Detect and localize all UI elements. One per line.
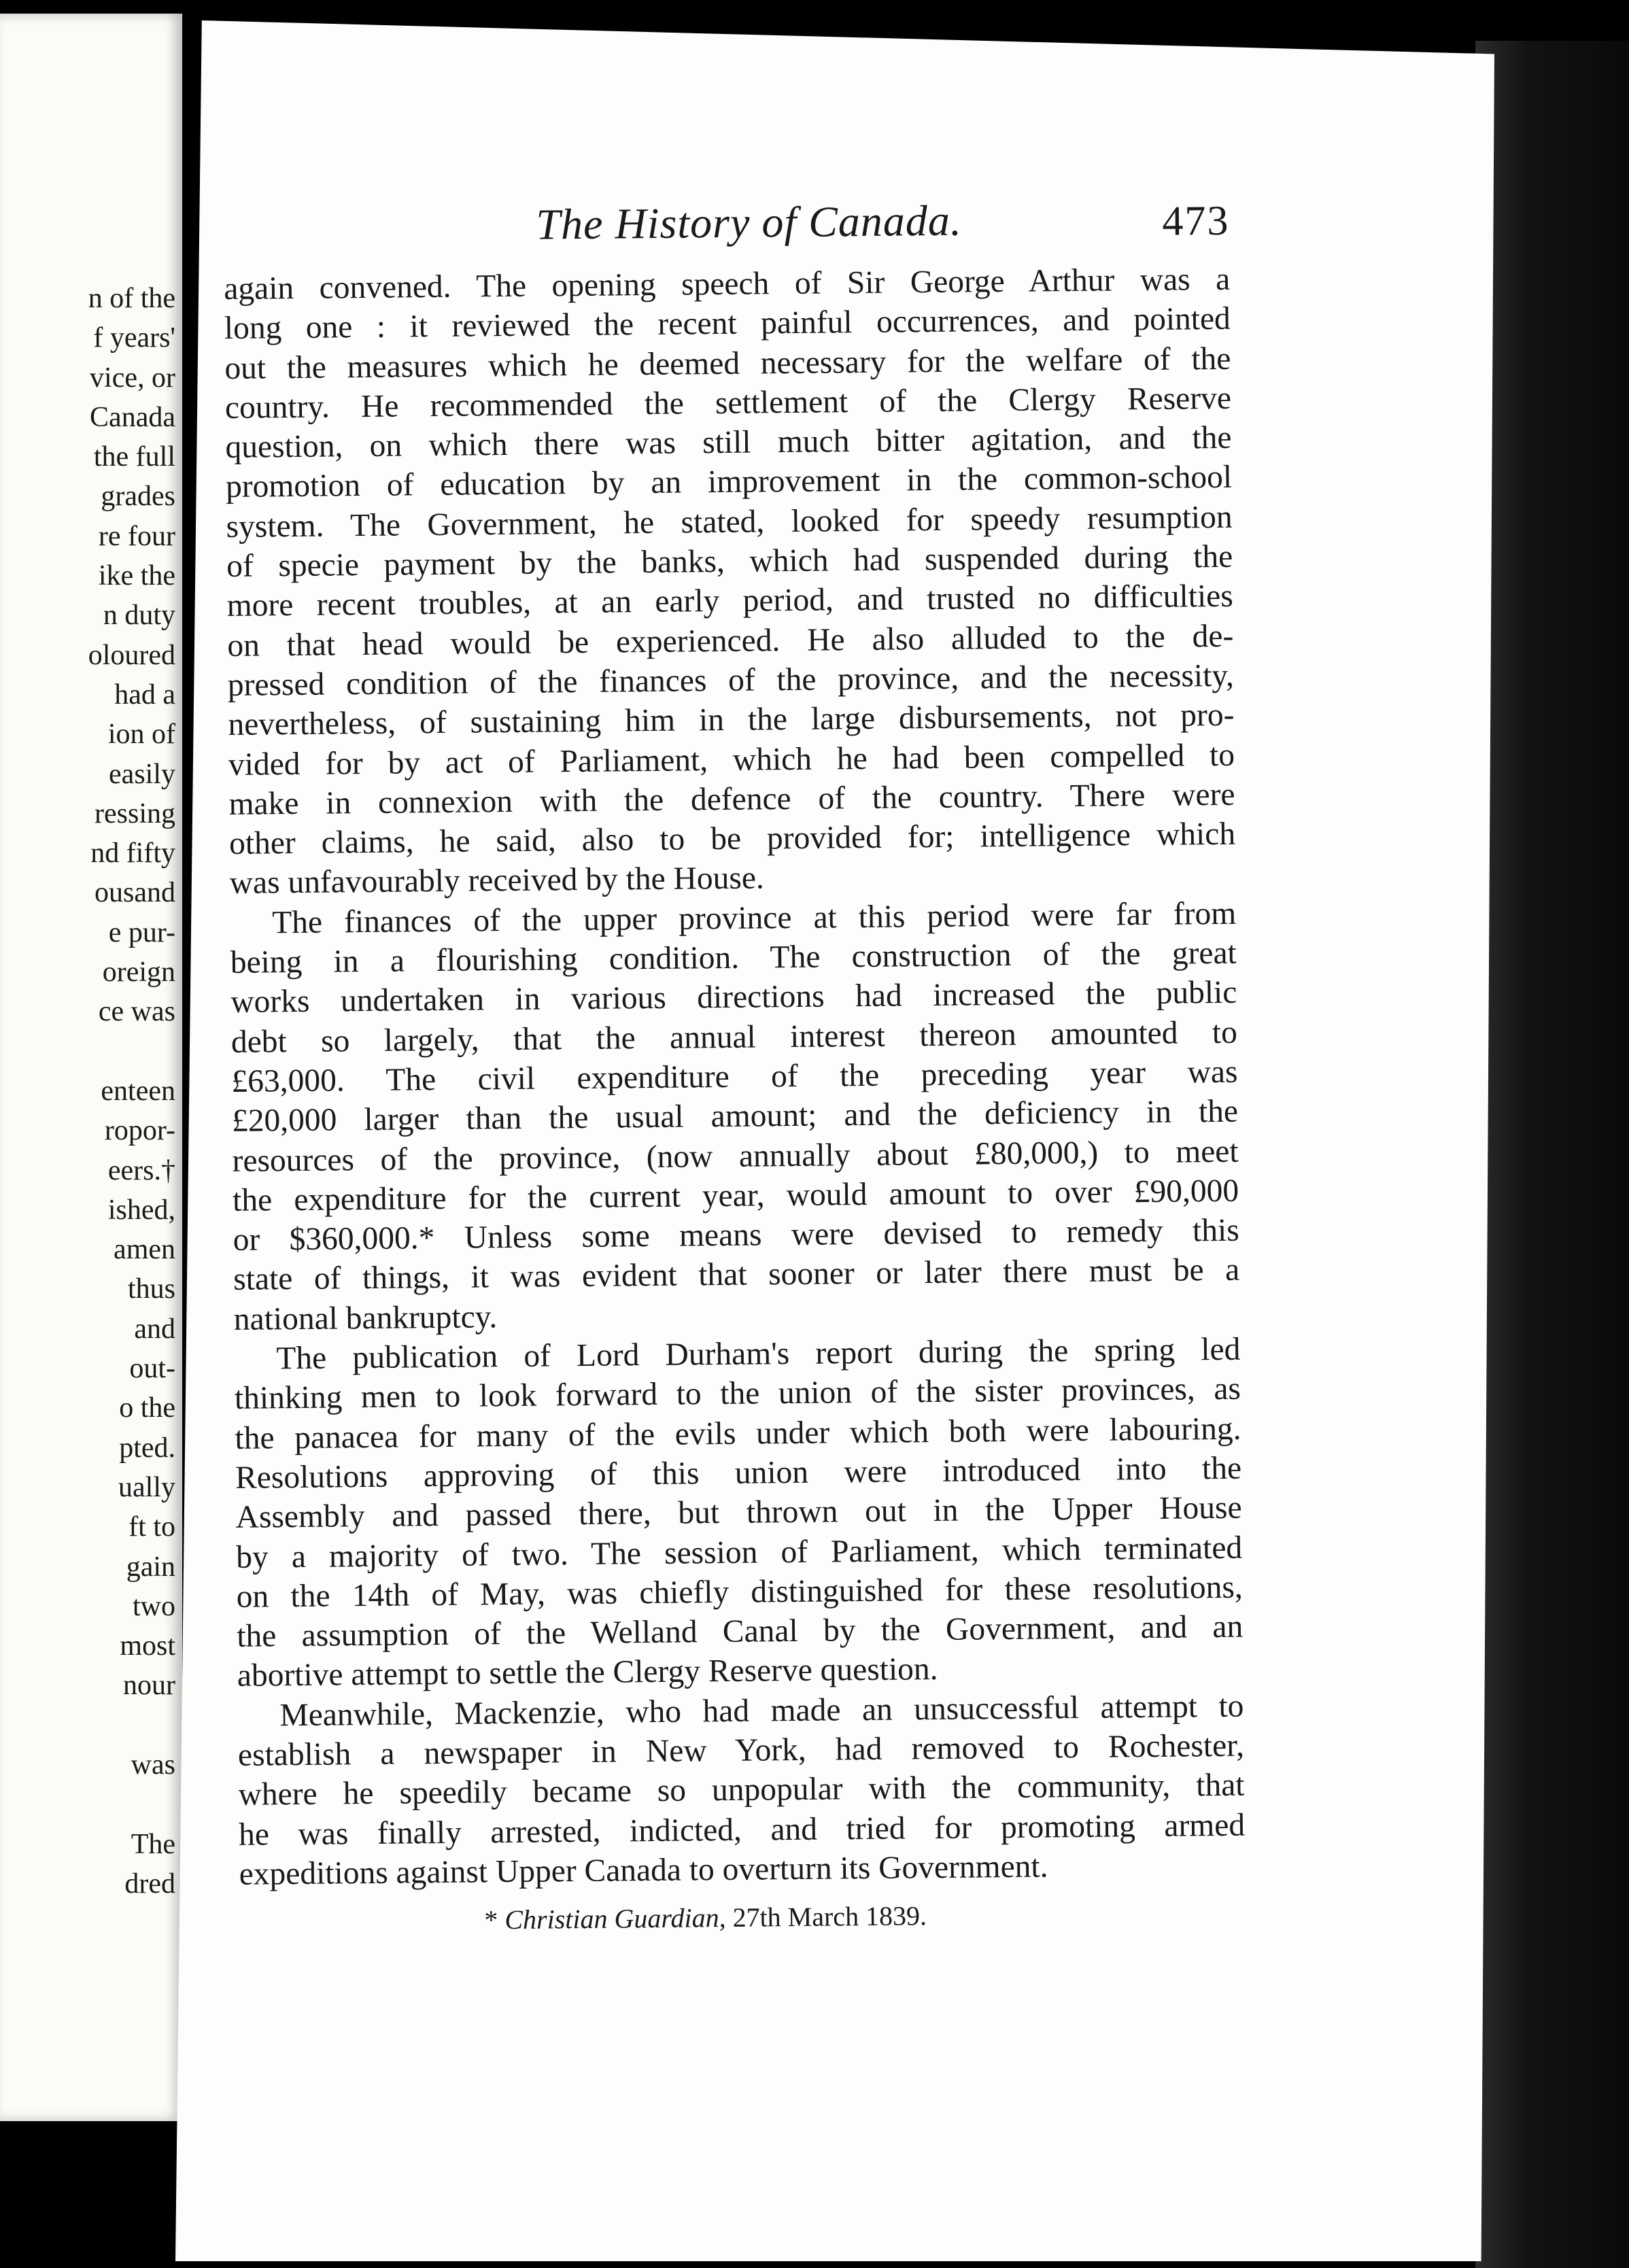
left-page-line: dred bbox=[124, 1868, 175, 1900]
footnote-source: Christian Guardian, bbox=[504, 1902, 726, 1936]
left-page-line: oreign bbox=[102, 957, 175, 989]
text-line: state of things, it was evident that sooner or later there must be a bbox=[233, 1252, 1240, 1298]
left-page-line: o the bbox=[119, 1392, 175, 1424]
page-content bbox=[223, 188, 1246, 1942]
left-page-line: ion of bbox=[107, 719, 175, 751]
left-page-line: eers.† bbox=[107, 1154, 175, 1186]
left-page-line: re four bbox=[98, 520, 175, 552]
left-page-line: nour bbox=[123, 1670, 175, 1702]
left-page-line: ished, bbox=[107, 1194, 175, 1226]
left-page-line: amen bbox=[114, 1234, 175, 1266]
left-page-line bbox=[88, 1706, 175, 1745]
left-page-line: the full bbox=[93, 441, 175, 473]
left-page-line: pted. bbox=[119, 1432, 175, 1464]
text-line: system. The Government, he stated, looked for speedy resumption bbox=[226, 499, 1233, 545]
text-line: The publication of Lord Durham's report during the spring led bbox=[276, 1331, 1241, 1377]
text-line: he was finally arrested, indicted, and tried for promoting armed bbox=[238, 1807, 1246, 1853]
left-page-line: oloured bbox=[88, 639, 175, 671]
left-page-line: n of the bbox=[88, 283, 175, 314]
text-line: resources of the province, (now annually about £80,000,) to meet bbox=[232, 1133, 1239, 1179]
left-page-line: had a bbox=[114, 678, 175, 710]
left-page-line: was bbox=[131, 1749, 175, 1781]
left-page-text bbox=[88, 279, 175, 1904]
left-page-fragment bbox=[0, 14, 182, 2121]
left-page-line bbox=[88, 1032, 175, 1071]
text-line: nevertheless, of sustaining him in the large disbursements, not pro- bbox=[228, 698, 1235, 743]
left-page-line: ft to bbox=[128, 1511, 175, 1543]
text-line: on the 14th of May, was chiefly distinguished for these resolutions, bbox=[236, 1569, 1243, 1615]
left-page-line: out- bbox=[129, 1353, 175, 1385]
running-head bbox=[223, 188, 1230, 265]
text-line: more recent troubles, at an early period, and trusted no difficulties bbox=[226, 579, 1233, 624]
text-line: thinking men to look forward to the union of the sister provinces, as bbox=[234, 1371, 1241, 1417]
text-line: being in a flourishing condition. The construction of the great bbox=[230, 935, 1237, 980]
text-line: make in connexion with the defence of the country. There were bbox=[228, 776, 1235, 822]
left-page-line: f years' bbox=[93, 322, 175, 354]
text-line: £63,000. The civil expenditure of the preceding year was bbox=[231, 1054, 1238, 1099]
left-page-line: n duty bbox=[103, 600, 175, 632]
left-page-line: ropor- bbox=[104, 1115, 175, 1147]
left-page-line: ressing bbox=[95, 797, 175, 829]
left-page-line: enteen bbox=[101, 1075, 175, 1107]
text-line: pressed condition of the finances of the province, and the necessity, bbox=[227, 657, 1235, 703]
left-page-line: e pur- bbox=[108, 916, 175, 948]
left-page-line: ike the bbox=[98, 560, 175, 592]
left-page-line: two bbox=[133, 1590, 175, 1622]
paragraph bbox=[230, 893, 1240, 1339]
left-page-line: thus bbox=[127, 1273, 175, 1305]
text-line: the expenditure for the current year, would amount to over £90,000 bbox=[232, 1173, 1239, 1218]
left-page-line: gain bbox=[126, 1551, 175, 1583]
text-line: vided for by act of Parliament, which he had been compelled to bbox=[228, 737, 1235, 783]
text-line: Meanwhile, Mackenzie, who had made an unsuccessful attempt to bbox=[279, 1688, 1244, 1733]
text-line: works undertaken in various directions had increased the public bbox=[230, 975, 1237, 1020]
text-line: debt so largely, that the annual interest thereon amounted to bbox=[230, 1014, 1238, 1060]
left-page-line: and bbox=[134, 1313, 175, 1345]
text-line: expeditions against Upper Canada to overturn its Government. bbox=[239, 1849, 1048, 1892]
body-text bbox=[224, 260, 1246, 1894]
text-line: on that head would be experienced. He also alluded to the de- bbox=[227, 618, 1234, 664]
text-line: Resolutions approving of this union were introduced into the bbox=[235, 1450, 1242, 1496]
left-page-line: most bbox=[120, 1630, 175, 1662]
text-line: the panacea for many of the evils under which both were labouring. bbox=[235, 1411, 1241, 1456]
paragraph bbox=[234, 1330, 1244, 1696]
left-page-line bbox=[88, 1785, 175, 1824]
left-page-line: ousand bbox=[95, 877, 175, 909]
text-line: question, on which there was still much bitter agitation, and the bbox=[225, 419, 1232, 466]
text-line: promotion of education by an improvement in the common-school bbox=[225, 460, 1233, 505]
paragraph bbox=[224, 260, 1236, 904]
left-page-line: Canada bbox=[90, 401, 175, 433]
paragraph bbox=[237, 1686, 1246, 1894]
left-page-line: ce was bbox=[98, 996, 175, 1028]
left-page-line: ually bbox=[118, 1471, 175, 1503]
text-line: other claims, he said, also to be provided for; intelligence which bbox=[228, 816, 1236, 862]
text-line: of specie payment by the banks, which had suspended during the bbox=[226, 538, 1233, 585]
text-line: long one : it reviewed the recent painful occurrences, and pointed bbox=[224, 301, 1231, 347]
text-line: or $360,000.* Unless some means were devised to remedy this bbox=[233, 1212, 1239, 1258]
running-title: The History of Canada. bbox=[536, 196, 963, 249]
footnote-mark: * bbox=[484, 1904, 498, 1936]
text-line: country. He recommended the settlement of the Clergy Reserve bbox=[224, 380, 1232, 426]
left-page-line: easily bbox=[109, 758, 175, 790]
left-page-line: The bbox=[131, 1828, 175, 1860]
text-line: was unfavourably received by the House. bbox=[229, 860, 765, 901]
footnote-date: 27th March 1839. bbox=[732, 1900, 927, 1934]
text-line: again convened. The opening speech of Sir George Arthur was a bbox=[224, 261, 1231, 307]
text-line: The finances of the upper province at this period were far from bbox=[271, 895, 1237, 941]
text-line: abortive attempt to settle the Clergy Reserve question. bbox=[237, 1651, 938, 1694]
text-line: the assumption of the Welland Canal by the Government, and an bbox=[237, 1609, 1244, 1654]
text-line: where he speedily became so unpopular with the community, that bbox=[238, 1767, 1245, 1813]
text-line: by a majority of two. The session of Parliament, which terminated bbox=[235, 1530, 1243, 1575]
page-number: 473 bbox=[1162, 197, 1230, 245]
left-page-line: vice, or bbox=[90, 362, 175, 394]
text-line: national bankruptcy. bbox=[233, 1299, 498, 1337]
left-page-line: grades bbox=[101, 481, 175, 513]
text-line: Assembly and passed there, but thrown out in the Upper House bbox=[235, 1490, 1242, 1536]
text-line: establish a newspaper in New York, had removed to Rochester, bbox=[237, 1728, 1245, 1773]
book-page-edges bbox=[1475, 41, 1629, 2268]
left-page-line: nd fifty bbox=[90, 838, 175, 870]
text-line: out the measures which he deemed necessary for the welfare of the bbox=[224, 341, 1231, 386]
text-line: £20,000 larger than the usual amount; and the deficiency in the bbox=[231, 1093, 1239, 1139]
